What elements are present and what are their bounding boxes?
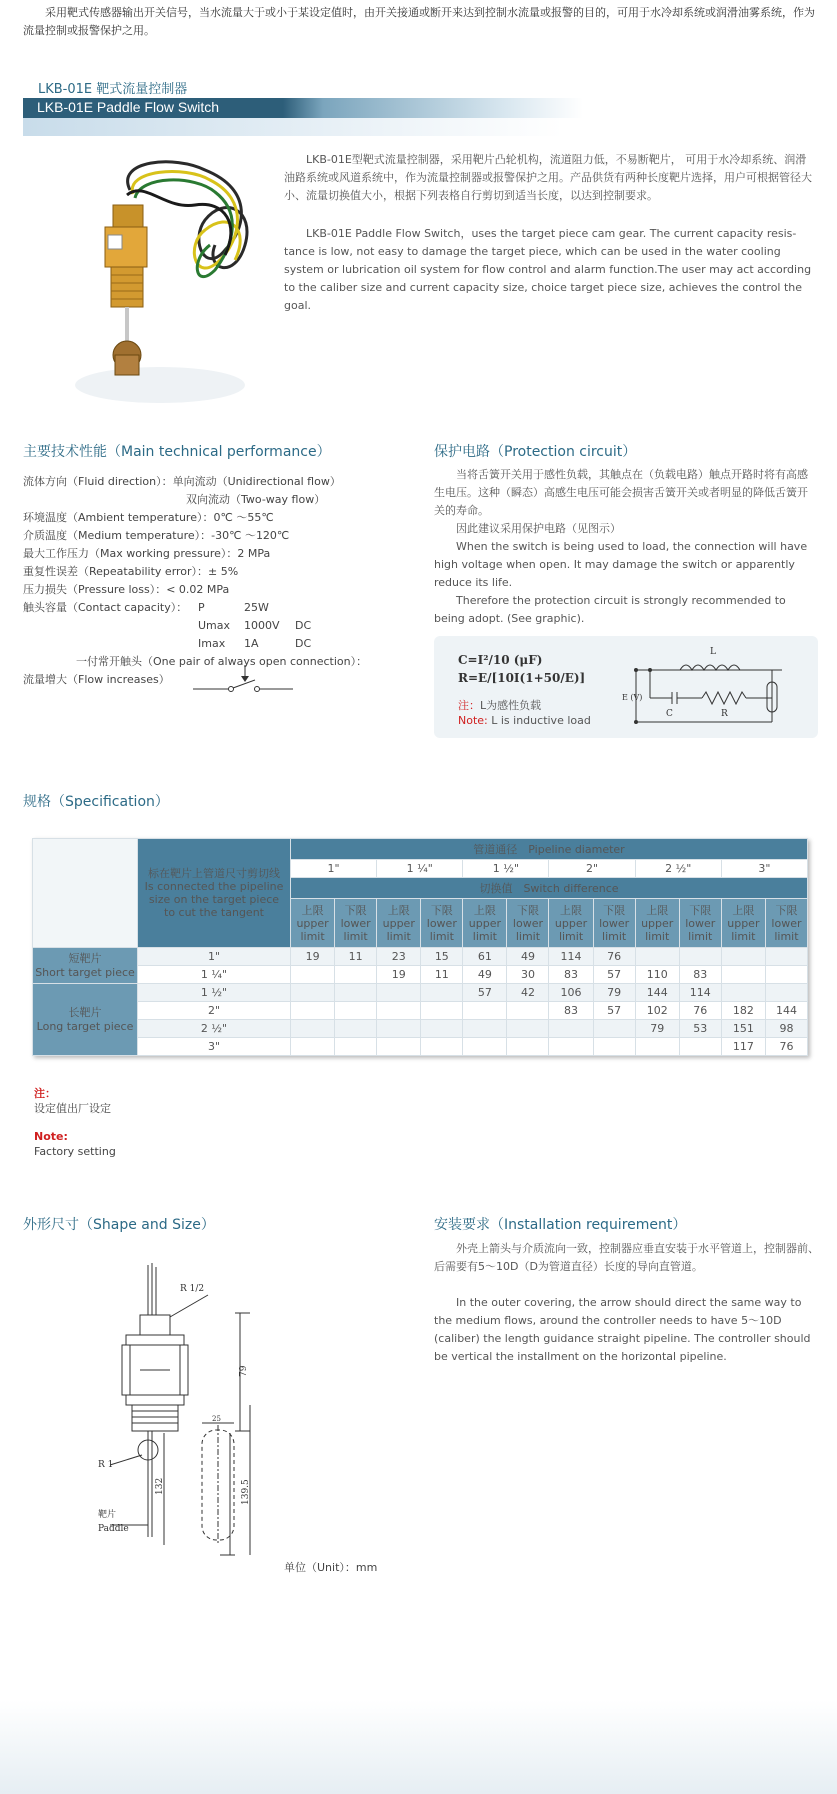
switch-value-cell	[463, 1020, 507, 1038]
upper-limit-header: 上限 upper limit	[291, 899, 335, 948]
switch-value-cell: 57	[463, 984, 507, 1002]
protection-text	[434, 466, 814, 628]
spec-note-cn	[34, 1086, 111, 1116]
contact-value: 25W	[244, 601, 269, 614]
install-p1: 外壳上箭头与介质流向一致，控制器应垂直安装于水平管道上，控制器前、后需要有5～10D（D为管道直径）长度的导向直管道。	[434, 1242, 819, 1273]
switch-value-cell: 110	[635, 966, 679, 984]
perf-line: 最大工作压力（Max working pressure）：2 MPa	[23, 547, 271, 560]
product-desc-cn: LKB-01E型靶式流量控制器，采用靶片凸轮机构，流道阻力低，不易断靶片， 可用于水冷却系统、润滑油路系统或风道系统中，作为流量控制器或报警保护之用。产品供货有两种长度靶片选择，用户可根据管径大小、流量切换值大小，根据下列表格自行剪切到适当长度，以达到控制要求。	[284, 153, 812, 202]
short-en: Short target piece	[35, 965, 135, 979]
spec-note-en	[34, 1129, 116, 1159]
protection-heading: 保护电路（Protection circuit）	[434, 444, 637, 460]
product-desc-en: LKB-01E Paddle Flow Switch，uses the target piece cam gear. The current capacity resis-tance is low, not easy to damage the target piece, which can be used in the water cooling system or lubrication oil system for flow control and alarm function.The user may act according to the caliber size and current capacity size, choice target piece size, achieves the control the goal.	[284, 227, 812, 312]
diameter-header: 2"	[549, 860, 635, 878]
upper-limit-header: 上限 upper limit	[463, 899, 507, 948]
switch-value-cell	[507, 1002, 549, 1020]
upper-limit-header: 上限 upper limit	[549, 899, 593, 948]
lower-limit-header: 下限 lower limit	[421, 899, 463, 948]
switch-value-cell: 117	[721, 1038, 765, 1056]
footer-gradient	[0, 1700, 837, 1794]
switch-value-cell: 76	[679, 1002, 721, 1020]
lower-limit-header: 下限 lower limit	[765, 899, 807, 948]
spec-note-en-label: Note:	[34, 1130, 68, 1143]
switch-value-cell: 144	[635, 984, 679, 1002]
upper-limit-header: 上限 upper limit	[377, 899, 421, 948]
spec-note-cn-text: 设定值出厂设定	[34, 1102, 111, 1115]
contact-capacity	[23, 599, 403, 653]
note-cn: L为感性负载	[480, 699, 542, 712]
perf-line: 压力损失（Pressure loss）：< 0.02 MPa	[23, 583, 230, 596]
performance-list	[23, 473, 403, 711]
diameter-header: 2 ½"	[635, 860, 721, 878]
install-heading: 安装要求（Installation requirement）	[434, 1217, 687, 1233]
pipe-size-cell: 1 ¼"	[138, 966, 291, 984]
spec-heading: 规格（Specification）	[23, 794, 169, 810]
note-en: L is inductive load	[491, 714, 591, 727]
dim-139: 139.5	[241, 1479, 251, 1505]
switch-value-cell	[377, 1038, 421, 1056]
protection-circuit-box	[434, 636, 818, 738]
short-target-label	[33, 948, 138, 984]
protection-p2: 因此建议采用保护电路（见图示）	[456, 522, 621, 535]
switch-value-cell	[335, 966, 377, 984]
label-e: E (V)	[622, 693, 643, 702]
switch-value-cell	[377, 1020, 421, 1038]
contact-param: Umax	[198, 619, 231, 632]
upper-limit-header: 上限 upper limit	[721, 899, 765, 948]
switch-value-cell	[507, 1020, 549, 1038]
performance-heading: 主要技术性能（Main technical performance）	[23, 444, 331, 460]
switch-value-cell: 114	[549, 948, 593, 966]
label-c: C	[666, 709, 673, 719]
product-title-cn: LKB-01E 靶式流量控制器	[38, 82, 188, 97]
contact-unit: DC	[295, 637, 312, 650]
switch-header: 切换值 Switch difference	[291, 878, 808, 899]
pipe-size-cell: 1 ½"	[138, 984, 291, 1002]
switch-value-cell	[335, 984, 377, 1002]
note-cn-label: 注：	[458, 699, 480, 712]
pipe-size-cell: 2"	[138, 1002, 291, 1020]
switch-value-cell	[765, 984, 807, 1002]
unit-label: 单位（Unit）：mm	[284, 1561, 378, 1574]
spec-note-cn-label: 注：	[34, 1087, 56, 1100]
spec-table	[32, 838, 808, 1056]
switch-value-cell	[291, 1038, 335, 1056]
switch-value-cell: 19	[291, 948, 335, 966]
corner-cn: 标在靶片上管道尺寸剪切线	[148, 867, 280, 880]
flow-increases-label: 流量增大（Flow increases）	[23, 673, 170, 686]
pipe-size-cell: 2 ½"	[138, 1020, 291, 1038]
open-contact-line: 一付常开触头（One pair of always open connection）：	[76, 655, 368, 668]
switch-value-cell	[291, 984, 335, 1002]
upper-limit-header: 上限 upper limit	[635, 899, 679, 948]
contact-value: 1000V	[244, 619, 280, 632]
switch-value-cell: 144	[765, 1002, 807, 1020]
switch-value-cell	[291, 966, 335, 984]
label-l: L	[710, 647, 716, 657]
dim-79: 79	[239, 1365, 249, 1377]
table-row	[33, 948, 808, 966]
switch-value-cell	[549, 1020, 593, 1038]
protection-p1: 当将舌簧开关用于感性负载，其触点在（负载电路）触点开路时将有高感生电压。这种（瞬态）高感生电压可能会损害舌簧开关或者明显的降低舌簧开关的寿命。	[434, 468, 808, 517]
perf-line: 环境温度（Ambient temperature）：0℃ ～55℃	[23, 511, 274, 524]
perf-line: 双向流动（Two-way flow）	[186, 493, 326, 506]
product-photo	[55, 150, 265, 410]
label-paddle-cn: 靶片	[98, 1510, 117, 1520]
note-en-label: Note:	[458, 714, 488, 727]
switch-value-cell	[549, 1038, 593, 1056]
switch-value-cell: 102	[635, 1002, 679, 1020]
title-gradient-strip	[23, 118, 563, 136]
pipe-size-cell: 1"	[138, 948, 291, 966]
switch-value-cell	[335, 1002, 377, 1020]
lower-limit-header: 下限 lower limit	[335, 899, 377, 948]
table-row	[33, 1002, 808, 1020]
switch-value-cell: 79	[593, 984, 635, 1002]
pipeline-header: 管道通径 Pipeline diameter	[291, 839, 808, 860]
spec-note-en-text: Factory setting	[34, 1145, 116, 1158]
diameter-header: 3"	[721, 860, 807, 878]
switch-value-cell: 30	[507, 966, 549, 984]
switch-value-cell: 83	[549, 966, 593, 984]
switch-value-cell: 19	[377, 966, 421, 984]
diameter-header: 1"	[291, 860, 377, 878]
switch-value-cell	[421, 984, 463, 1002]
switch-value-cell	[635, 948, 679, 966]
flow-increases-row	[23, 671, 403, 711]
switch-value-cell	[679, 1038, 721, 1056]
switch-value-cell: 106	[549, 984, 593, 1002]
switch-value-cell: 49	[507, 948, 549, 966]
switch-value-cell	[291, 1020, 335, 1038]
switch-value-cell	[421, 1002, 463, 1020]
switch-value-cell	[593, 1020, 635, 1038]
switch-value-cell: 76	[765, 1038, 807, 1056]
switch-value-cell	[679, 948, 721, 966]
shape-drawing	[90, 1255, 280, 1565]
formula-c: C=I²/10 (μF)	[458, 653, 543, 667]
intro-text: 采用靶式传感器输出开关信号，当水流量大于或小于某设定值时，由开关接通或断开来达到控制水流量或报警的目的，可用于水冷却系统或润滑油雾系统，作为流量控制或报警保护之用。	[23, 6, 815, 37]
switch-value-cell: 83	[549, 1002, 593, 1020]
switch-value-cell: 15	[421, 948, 463, 966]
perf-line: 流体方向（Fluid direction）：单向流动（Unidirectional flow）	[23, 475, 341, 488]
perf-line: 介质温度（Medium temperature）：-30℃ ～120℃	[23, 529, 290, 542]
long-cn: 长靶片	[68, 1005, 102, 1019]
switch-value-cell	[721, 948, 765, 966]
label-r-half: R 1/2	[180, 1284, 205, 1294]
protection-circuit-diagram	[622, 640, 812, 732]
switch-value-cell	[593, 1038, 635, 1056]
switch-value-cell: 11	[421, 966, 463, 984]
short-cn: 短靶片	[68, 951, 102, 965]
protection-p3: When the switch is being used to load, the connection will have high voltage when open. It may damage the switch or apparently reduce its life.	[434, 540, 808, 589]
switch-value-cell: 49	[463, 966, 507, 984]
switch-value-cell: 182	[721, 1002, 765, 1020]
dim-25: 25	[212, 1415, 221, 1423]
contact-param: P	[198, 601, 205, 614]
table-row	[33, 984, 808, 1002]
switch-value-cell	[377, 1002, 421, 1020]
switch-value-cell: 114	[679, 984, 721, 1002]
label-r1: R 1	[98, 1460, 114, 1470]
switch-value-cell: 76	[593, 948, 635, 966]
switch-value-cell	[765, 966, 807, 984]
pipe-size-cell: 3"	[138, 1038, 291, 1056]
switch-value-cell	[377, 984, 421, 1002]
switch-value-cell: 53	[679, 1020, 721, 1038]
table-row	[33, 966, 808, 984]
contact-label: 触头容量（Contact capacity）：	[23, 601, 188, 614]
switch-value-cell	[335, 1020, 377, 1038]
contact-unit: DC	[295, 619, 312, 632]
switch-value-cell	[291, 1002, 335, 1020]
switch-value-cell	[507, 1038, 549, 1056]
switch-value-cell: 11	[335, 948, 377, 966]
corner-empty	[33, 839, 138, 948]
install-p2: In the outer covering, the arrow should direct the same way to the medium flows, around the controller needs to have 5～10D (caliber) the length guidance straight pipeline. The controller should be vertical the installment on the horizontal pipeline.	[434, 1296, 811, 1363]
switch-value-cell	[463, 1038, 507, 1056]
switch-value-cell: 98	[765, 1020, 807, 1038]
contact-param: Imax	[198, 637, 226, 650]
corner-en: Is connected the pipeline size on the target piece to cut the tangent	[144, 880, 284, 919]
corner-header	[138, 839, 291, 948]
diameter-header: 1 ½"	[463, 860, 549, 878]
switch-value-cell: 151	[721, 1020, 765, 1038]
switch-value-cell	[721, 984, 765, 1002]
product-title-bar	[23, 98, 583, 118]
long-en: Long target piece	[36, 1019, 134, 1033]
long-target-label	[33, 984, 138, 1056]
lower-limit-header: 下限 lower limit	[593, 899, 635, 948]
formula-r: R=E/[10I(1+50/E)]	[458, 671, 586, 685]
switch-value-cell	[463, 1002, 507, 1020]
label-r: R	[721, 709, 728, 719]
switch-value-cell	[335, 1038, 377, 1056]
switch-value-cell: 79	[635, 1020, 679, 1038]
shape-heading: 外形尺寸（Shape and Size）	[23, 1217, 215, 1233]
switch-value-cell: 61	[463, 948, 507, 966]
switch-symbol-icon	[193, 663, 303, 699]
protection-p4: Therefore the protection circuit is strongly recommended to being adopt. (See graphic).	[434, 594, 786, 625]
label-paddle-en: Paddle	[98, 1524, 129, 1534]
product-title-en: LKB-01E Paddle Flow Switch	[37, 99, 220, 115]
lower-limit-header: 下限 lower limit	[507, 899, 549, 948]
diameter-header: 1 ¼"	[377, 860, 463, 878]
switch-value-cell	[421, 1020, 463, 1038]
lower-limit-header: 下限 lower limit	[679, 899, 721, 948]
switch-value-cell: 23	[377, 948, 421, 966]
switch-value-cell	[765, 948, 807, 966]
dim-132: 132	[155, 1477, 165, 1495]
switch-value-cell	[635, 1038, 679, 1056]
table-row	[33, 1020, 808, 1038]
switch-value-cell	[721, 966, 765, 984]
table-row	[33, 1038, 808, 1056]
contact-value: 1A	[244, 637, 259, 650]
switch-value-cell: 57	[593, 1002, 635, 1020]
switch-value-cell	[421, 1038, 463, 1056]
switch-value-cell: 57	[593, 966, 635, 984]
perf-line: 重复性误差（Repeatability error）：± 5%	[23, 565, 239, 578]
switch-value-cell: 83	[679, 966, 721, 984]
switch-value-cell: 42	[507, 984, 549, 1002]
install-text	[434, 1240, 819, 1366]
